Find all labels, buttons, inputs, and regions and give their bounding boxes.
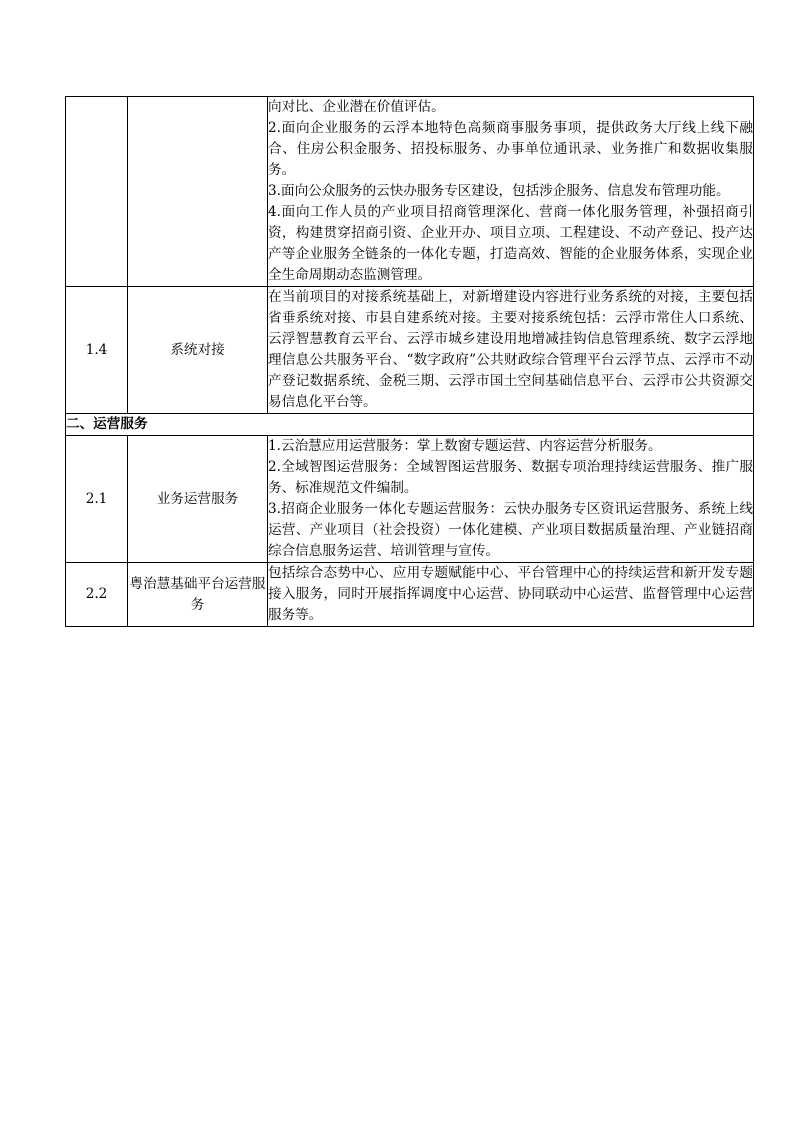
row-description xyxy=(268,436,754,563)
service-table xyxy=(65,96,754,627)
table-row-1-4 xyxy=(66,287,754,414)
row-name: 业务运营服务 xyxy=(128,436,268,563)
description-line: 1.云治慧应用运营服务：掌上数窗专题运营、内容运营分析服务。 xyxy=(268,438,662,454)
row-number: 1.4 xyxy=(66,287,128,414)
row-description xyxy=(268,97,754,287)
description-line: 3.面向公众服务的云快办服务专区建设，包括涉企服务、信息发布管理功能。 xyxy=(268,183,730,199)
description-line: 2.面向企业服务的云浮本地特色高频商事服务事项，提供政务大厅线上线下融合、住房公积金服务、招投标服务、办事单位通讯录、业务推广和数据收集服务。 xyxy=(268,120,753,178)
description-line: 向对比、企业潜在价值评估。 xyxy=(268,99,445,115)
row-number: 2.2 xyxy=(66,563,128,627)
row-description xyxy=(268,563,754,627)
section-title: 二、运营服务 xyxy=(66,414,754,436)
description-line: 4.面向工作人员的产业项目招商管理深化、营商一体化服务管理，补强招商引资，构建贯穿招商引资、企业开办、项目立项、工程建设、不动产登记、投产达产等企业服务全链条的一体化专题，打造高效、智能的企业服务体系，实现企业全生命周期动态监测管理。 xyxy=(268,204,753,283)
row-number: 2.1 xyxy=(66,436,128,563)
row-description xyxy=(268,287,754,414)
description-line: 3.招商企业服务一体化专题运营服务：云快办服务专区资讯运营服务、系统上线运营、产业项目（社会投资）一体化建模、产业项目数据质量治理、产业链招商综合信息服务运营、培训管理与宣传。 xyxy=(268,501,753,559)
description-line: 2.全域智图运营服务：全域智图运营服务、数据专项治理持续运营服务、推广服务、标准规范文件编制。 xyxy=(268,459,753,496)
row-name xyxy=(128,97,268,287)
table-row-2-1 xyxy=(66,436,754,563)
section-header-row xyxy=(66,414,754,436)
row-name: 系统对接 xyxy=(128,287,268,414)
table-row-2-2 xyxy=(66,563,754,627)
description-line: 在当前项目的对接系统基础上，对新增建设内容进行业务系统的对接，主要包括省垂系统对接、市县自建系统对接。主要对接系统包括：云浮市常住人口系统、云浮智慧教育云平台、云浮市城乡建设用地增减挂钩信息管理系统、数字云浮地理信息公共服务平台、“数字政府”公共财政综合管理平台云浮节点、云浮市不动产登记数据系统、金税三期、云浮市国土空间基础信息平台、云浮市公共资源交易信息化平台等。 xyxy=(268,289,753,410)
row-name: 粤治慧基础平台运营服务 xyxy=(128,563,268,627)
row-number xyxy=(66,97,128,287)
table-row-continued xyxy=(66,97,754,287)
description-line: 包括综合态势中心、应用专题赋能中心、平台管理中心的持续运营和新开发专题接入服务，同时开展指挥调度中心运营、协同联动中心运营、监督管理中心运营服务等。 xyxy=(268,565,753,623)
